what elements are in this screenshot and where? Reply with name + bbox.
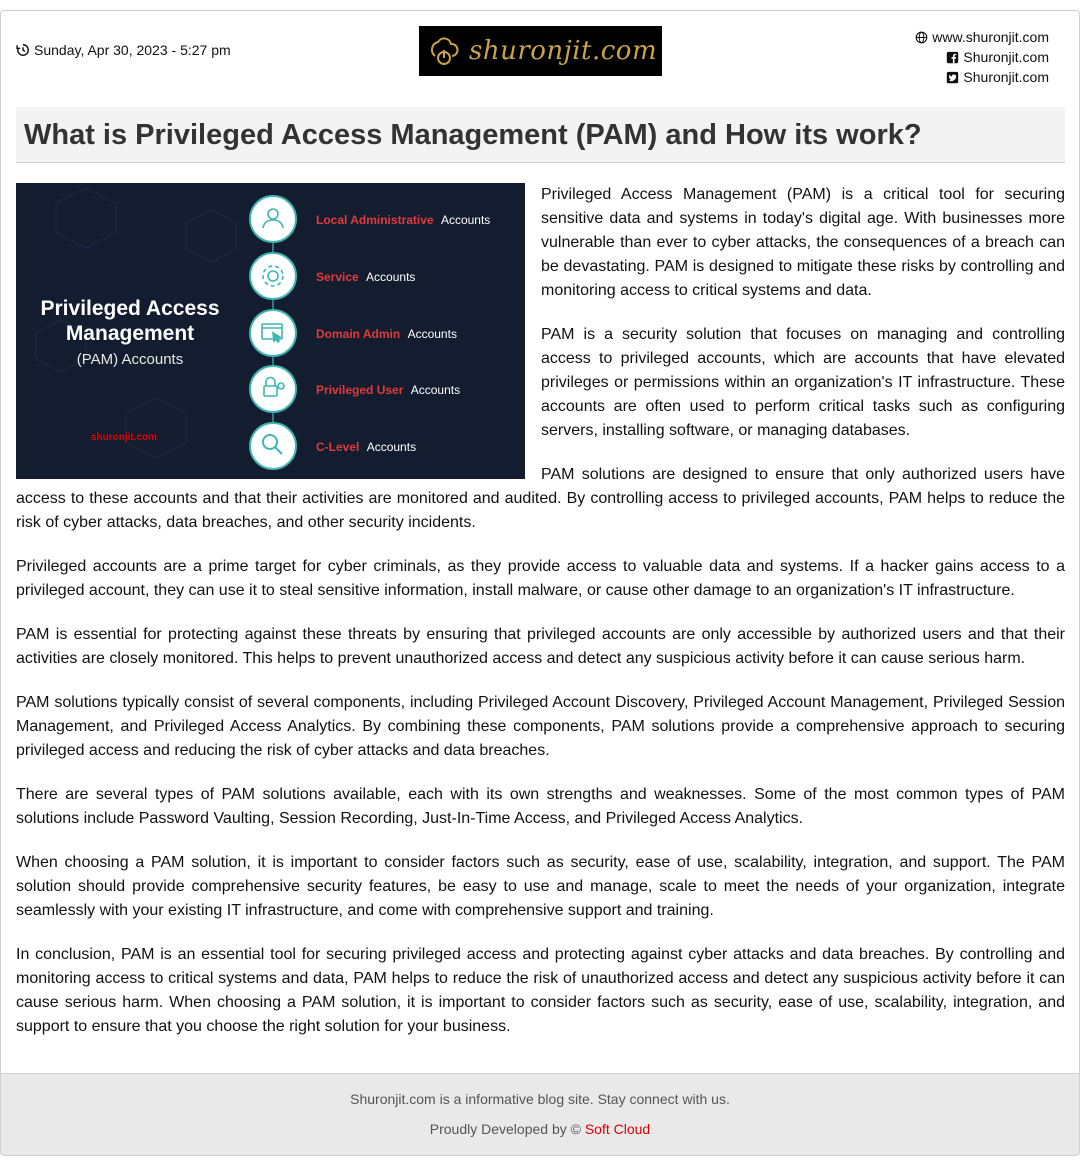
facebook-icon [946,51,959,64]
pam-item-privileged-user-red: Privileged User [316,383,404,397]
pam-item-local-admin-red: Local Administrative [316,213,434,227]
article-title-bar [16,107,1065,163]
website-link[interactable] [915,27,1049,47]
pam-item-c-level-white: Accounts [366,440,417,454]
svg-text:Service Accounts [316,270,415,284]
site-footer [1,1073,1079,1155]
page-frame [0,10,1080,1156]
power-logo-icon [427,34,461,68]
article-paragraph-8: When choosing a PAM solution, it is important to consider factors such as security, ease of use, scalability, integration, and support. The PAM solution should provide comprehensive security features, be easy to use and manage, scale to meet the needs of your organization, integrate seamlessly with your existing IT infrastructure, and come with comprehensive support and training. [16,854,1065,919]
svg-text:Local Administrative [316,213,490,227]
pam-item-local-admin-white: Accounts [440,213,491,227]
site-logo[interactable] [419,26,662,76]
twitter-link[interactable] [915,67,1049,87]
social-links [915,27,1049,87]
twitter-icon [946,71,959,84]
image-heading-line3: (PAM) Accounts [76,351,184,368]
image-brand: shuronjit.com [90,432,158,443]
logo-text: shuronjit.com [469,36,658,66]
svg-text:Domain Admin Account [316,327,457,341]
article-paragraph-4: Privileged accounts are a prime target for cyber criminals, as they provide access to valuable data and systems. If a hacker gains access to a privileged account, they can use it to steal sensitive information, install malware, or cause other damage to an organization's IT infrastructure. [16,558,1065,599]
svg-text:C-Level Accounts [316,440,416,454]
facebook-link-label: Shuronjit.com [963,49,1049,65]
pam-item-service-red: Service [316,270,359,284]
globe-icon [915,31,928,44]
datetime-text: Sunday, Apr 30, 2023 - 5:27 pm [34,42,231,58]
article-paragraph-7: There are several types of PAM solutions available, each with its own strengths and weaknesses. Some of the most common types of PAM solutions include Password Vaulting, Session Recording, Just-In-Time Access, and Privileged Access Analytics. [16,786,1065,827]
article-paragraph-3: PAM solutions are designed to ensure that only authorized users have access to these accounts and that their activities are monitored and audited. By controlling access to privileged accounts, PAM helps to reduce the risk of cyber attacks, data breaches, and other security incidents. [16,466,1065,531]
article-body [16,183,1065,1059]
history-icon [16,43,30,57]
image-heading-line2: Management [65,322,195,345]
pam-item-c-level-red: C-Level [316,440,360,454]
article-paragraph-1: Privileged Access Management (PAM) is a critical tool for securing sensitive data and systems in today's digital age. With businesses more vulnerable than ever to cyber attacks, the consequences of a breach can be devastating. PAM is designed to mitigate these risks by controlling and monitoring access to critical systems and data. [541,186,1065,299]
svg-text:Privileged User Acco [316,383,460,397]
page-title: What is Privileged Access Management (PAM) and How its work? [24,119,922,151]
article-paragraph-5: PAM is essential for protecting against these threats by ensuring that privileged accounts are only accessible by authorized users and that their activities are closely monitored. This helps to prevent unauthorized access and detect any suspicious activity before it can cause serious harm. [16,626,1065,667]
footer-credit [1,1121,1079,1137]
pam-accounts-image [16,183,525,479]
twitter-link-label: Shuronjit.com [963,69,1049,85]
footer-tagline: Shuronjit.com is a informative blog site. Stay connect with us. [350,1091,730,1107]
image-heading-line1: Privileged Access [40,297,220,320]
developer-link[interactable]: Soft Cloud [584,1121,651,1137]
current-datetime [16,42,231,58]
article-paragraph-9: In conclusion, PAM is an essential tool for securing privileged access and protecting against cyber attacks and data breaches. By controlling and monitoring access to critical systems and data, PAM helps to reduce the risk of unauthorized access and detect any suspicious activity before it can cause serious harm. When choosing a PAM solution, it is important to consider factors such as security, ease of use, scalability, integration, and support to ensure that you choose the right solution for your business. [16,946,1065,1035]
pam-item-privileged-user-white: Accounts [410,383,461,397]
pam-item-domain-admin-red: Domain Admin [316,327,401,341]
article-paragraph-2: PAM is a security solution that focuses on managing and controlling access to privileged accounts, which are accounts that have elevated privileges or permissions within an organization's IT infrastructure. These accounts are often used to perform critical tasks such as configuring servers, installing software, or managing databases. [541,326,1065,439]
pam-item-service-white: Accounts [366,270,416,284]
facebook-link[interactable] [915,47,1049,67]
pam-item-domain-admin-white: Accounts [407,327,457,341]
website-link-label: www.shuronjit.com [932,29,1049,45]
footer-credit-prefix: Proudly Developed by © [429,1121,585,1137]
article-paragraph-6: PAM solutions typically consist of several components, including Privileged Account Discovery, Privileged Account Management, Privileged Session Management, and Privileged Access Analytics. By combining these components, PAM solutions provide a comprehensive approach to securing privileged access and reducing the risk of cyber attacks and data breaches. [16,694,1065,759]
site-header [1,11,1079,106]
